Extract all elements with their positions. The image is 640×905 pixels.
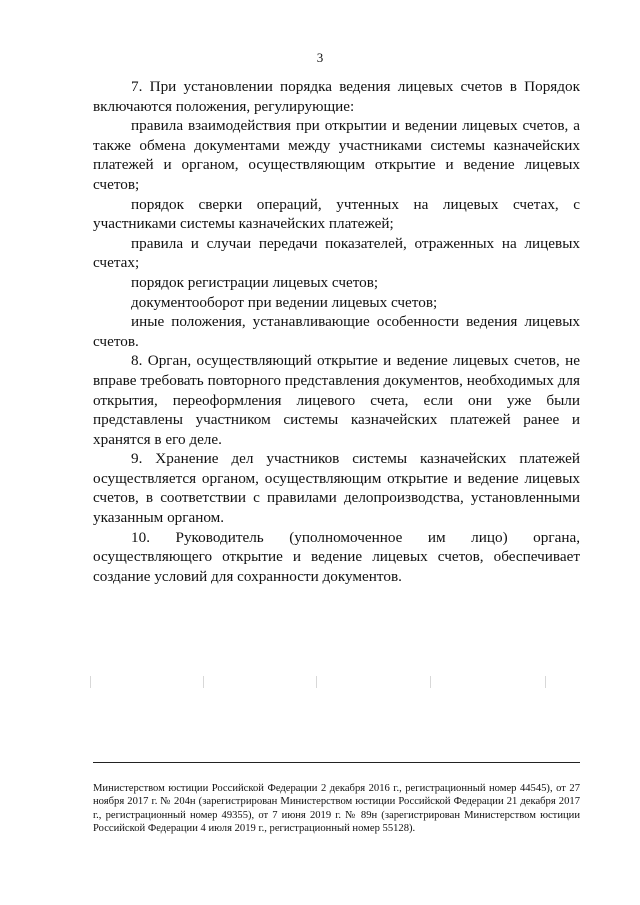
page-number: 3 [316, 50, 324, 65]
paragraph-8: 8. Орган, осуществляющий открытие и ведение лицевых счетов, не вправе требовать повторного представления документов, необходимых для открытия, переоформления лицевого счета, если они уже были представлены участником системы казначейских платежей ранее и хранятся в его деле. [93, 352, 580, 448]
paragraph-7: 7. При установлении порядка ведения лицевых счетов в Порядок включаются положения, регулирующие: [93, 78, 580, 115]
paragraph-7-item-other-provisions: иные положения, устанавливающие особенности ведения лицевых счетов. [93, 313, 580, 350]
paragraph-7-item-document-flow: документооборот при ведении лицевых счетов; [131, 293, 438, 311]
footnote-divider [93, 762, 580, 763]
paragraph-10: 10. Руководитель (уполномоченное им лицо) органа, осуществляющего открытие и ведение лицевых счетов, обеспечивает создание условий для сохранности документов. [93, 528, 580, 585]
paragraph-7-item-reconciliation: порядок сверки операций, учтенных на лицевых счетах, с участниками системы казначейских платежей; [93, 195, 580, 233]
paragraph-9: 9. Хранение дел участников системы казначейских платежей осуществляется органом, осуществляющим открытие и ведение лицевых счетов, в соответствии с правилами делопроизводства, установленными указанным органом. [93, 450, 580, 527]
footnote-text: Министерством юстиции Российской Федерации 2 декабря 2016 г., регистрационный номер 44545), от 27 ноября 2017 г. № 204н (зарегистрирован Министерством юстиции Российской Федерации 21 декабря 2017 г., регистрационный номер 49355), от 7 июня 2019 г. № 89н (зарегистрирован Министерством юстиции Российской Федерации 4 июля 2019 г., регистрационный номер 55128). [93, 783, 580, 835]
body-text [93, 77, 580, 586]
paragraph-7-item-transfer-rules: правила и случаи передачи показателей, отраженных на лицевых счетах; [93, 234, 580, 272]
paragraph-7-item-interaction-rules: правила взаимодействия при открытии и ведении лицевых счетов, а также обмена документами между участниками системы казначейских платежей и органом, осуществляющим открытие и ведение лицевых счетов; [93, 117, 580, 193]
scan-artifacts [90, 676, 590, 692]
paragraph-7-item-registration: порядок регистрации лицевых счетов; [131, 273, 379, 291]
